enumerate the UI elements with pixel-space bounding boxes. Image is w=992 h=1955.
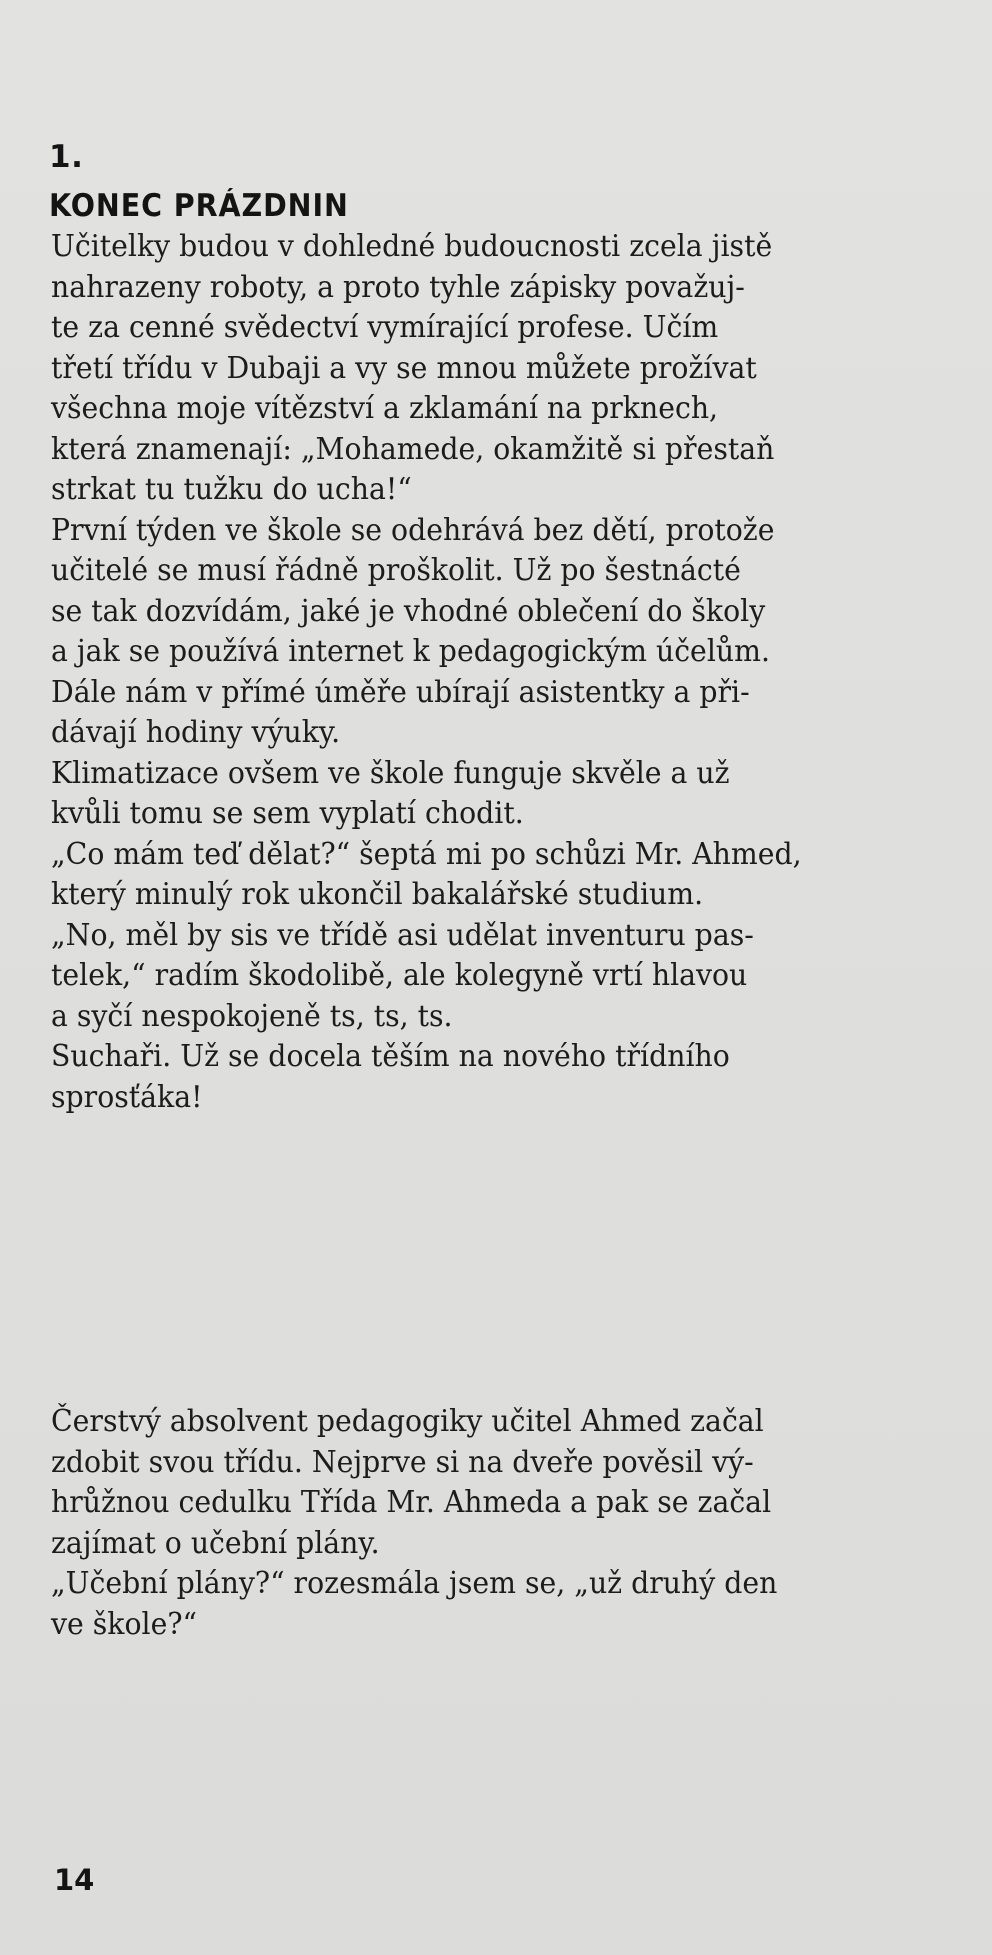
page-number: 14 [54,1863,95,1897]
text-line: Dále nám v přímé úměře ubírají asistentky a při- [51,674,750,709]
text-line: dávají hodiny výuky. [51,715,341,749]
text-line: učitelé se musí řádně proškolit. Už po šestnácté [51,553,741,587]
text-line: a jak se používá internet k pedagogickým účelům. [51,634,770,668]
text-line: hrůžnou cedulku Třída Mr. Ahmeda a pak se začal [51,1485,772,1519]
chapter-heading [49,132,375,230]
text-line: zdobit svou třídu. Nejprve si na dveře pověsil vý- [51,1444,754,1479]
text-line: Čerstvý absolvent pedagogiky učitel Ahmed začal [51,1404,764,1438]
text-line: a syčí nespokojeně ts, ts, ts. [51,998,453,1033]
paragraph-block-1 [51,226,951,1117]
text-line: První týden ve škole se odehrává bez dětí, protože [51,512,775,547]
text-line: „Učební plány?“ rozesmála jsem se, „už druhý den [51,1566,778,1600]
text-line: nahrazeny roboty, a proto tyhle zápisky považuj- [51,269,745,304]
text-line: která znamenají: „Mohamede, okamžitě si přestaň [51,431,775,466]
text-line: strkat tu tužku do ucha!“ [51,472,412,506]
text-line: ve škole?“ [51,1606,197,1641]
text-line: Suchaři. Už se docela těším na nového třídního [51,1039,730,1073]
chapter-number: 1. [49,139,84,175]
text-line: Klimatizace ovšem ve škole funguje skvěle a už [51,755,730,790]
text-line: všechna moje vítězství a zklamání na prknech, [51,391,719,425]
text-line: telek,“ radím škodolibě, ale kolegyně vrtí hlavou [51,958,748,992]
text-line: „Co mám teď dělat?“ šeptá mi po schůzi Mr. Ahmed, [51,836,802,871]
chapter-title: KONEC PRÁZDNIN [49,188,349,224]
text-line: třetí třídu v Dubaji a vy se mnou můžete prožívat [51,350,757,385]
text-line: te za cenné svědectví vymírající profese. Učím [51,310,719,344]
text-line: Učitelky budou v dohledné budoucnosti zcela jistě [51,229,773,263]
text-line: kvůli tomu se sem vyplatí chodit. [51,796,524,830]
text-line: sprosťáka! [51,1079,203,1114]
text-line: se tak dozvídám, jaké je vhodné oblečení do školy [51,593,766,628]
text-line: „No, měl by sis ve třídě asi udělat inventuru pas- [51,917,754,952]
text-line: který minulý rok ukončil bakalářské studium. [51,877,704,911]
paragraph-block-2 [51,1401,951,1644]
text-line: zajímat o učební plány. [51,1525,380,1560]
